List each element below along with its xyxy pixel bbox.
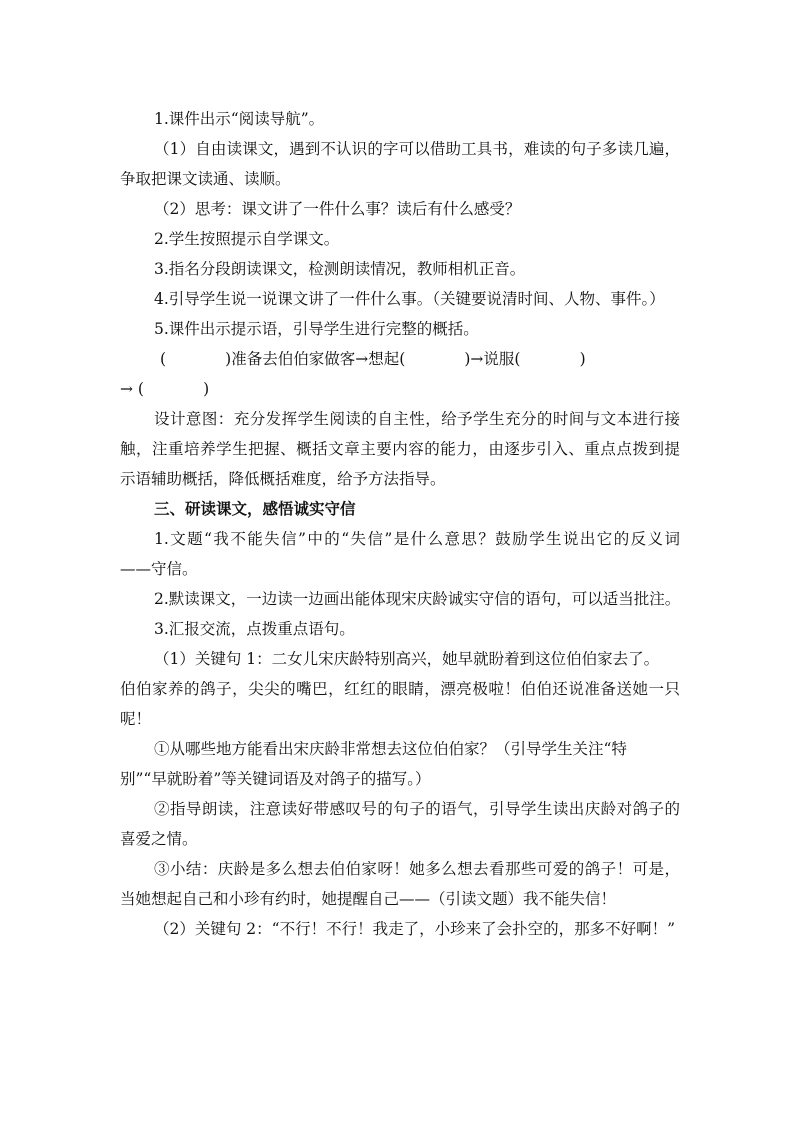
- paragraph-line: 争取把课文读通、读顺。: [120, 170, 291, 188]
- paragraph-line: 2.默读课文，一边读一边画出能体现宋庆龄诚实守信的语句，可以适当批注。: [154, 590, 681, 608]
- key-sentence-line: 呢！: [120, 710, 152, 728]
- paragraph-line: （1）自由读课文，遇到不认识的字可以借助工具书，难读的句子多读几遍，: [154, 140, 680, 158]
- paragraph-line: 5.课件出示提示语，引导学生进行完整的概括。: [154, 320, 479, 338]
- key-sentence-line: （2）关键句 2：“不行！不行！我走了，小珍来了会扑空的，那多不好啊！”: [154, 920, 676, 938]
- document-page: [120, 104, 680, 944]
- paragraph-line: 3.指名分段朗读课文，检测朗读情况，教师相机正音。: [154, 260, 526, 278]
- design-intent-line: 触，注重培养学生把握、概括文章主要内容的能力，由逐步引入、重点点拨到提: [120, 440, 680, 458]
- paragraph-line: ——守信。: [120, 560, 198, 578]
- design-intent-line: 设计意图：充分发挥学生阅读的自主性，给予学生充分的时间与文本进行接: [154, 410, 680, 428]
- paragraph-line: 喜爱之情。: [120, 830, 198, 848]
- paragraph-line: ②指导朗读，注意读好带感叹号的句子的语气，引导学生读出庆龄对鸽子的: [154, 800, 680, 818]
- paragraph-line: 2.学生按照提示自学课文。: [154, 230, 340, 248]
- paragraph-line: 当她想起自己和小珍有约时，她提醒自己——（引读文题）我不能失信！: [120, 890, 617, 908]
- key-sentence-line: （1）关键句 1：二女儿宋庆龄特别高兴，她早就盼着到这位伯伯家去了。: [154, 650, 660, 668]
- paragraph-line: 别”“早就盼着”等关键词语及对鸽子的描写。）: [120, 770, 431, 788]
- design-intent-line: 示语辅助概括，降低概括难度，给予方法指导。: [120, 470, 446, 488]
- paragraph-line: ①从哪些地方能看出宋庆龄非常想去这位伯伯家？（引导学生关注“特: [154, 740, 627, 758]
- paragraph-line: 4.引导学生说一说课文讲了一件什么事。（关键要说清时间、人物、事件。）: [154, 290, 665, 308]
- section-heading: 三、研读课文，感悟诚实守信: [154, 499, 356, 518]
- paragraph-line: ③小结：庆龄是多么想去伯伯家呀！她多么想去看那些可爱的鸽子！可是，: [154, 860, 680, 878]
- fill-in-prompt-line: → ( ): [120, 380, 210, 398]
- paragraph-line: （2）思考：课文讲了一件什么事？读后有什么感受？: [154, 200, 521, 218]
- fill-in-prompt-line: ( )准备去伯伯家做客→想起( )→说服( ): [160, 350, 586, 368]
- paragraph-line: 3.汇报交流，点拨重点语句。: [154, 620, 355, 638]
- key-sentence-line: 伯伯家养的鸽子，尖尖的嘴巴，红红的眼睛，漂亮极啦！伯伯还说准备送她一只: [120, 680, 680, 698]
- paragraph-line: 1.文题“我不能失信”中的“失信”是什么意思？鼓励学生说出它的反义词: [154, 530, 680, 548]
- step-1-heading: 1.课件出示“阅读导航”。: [154, 110, 325, 128]
